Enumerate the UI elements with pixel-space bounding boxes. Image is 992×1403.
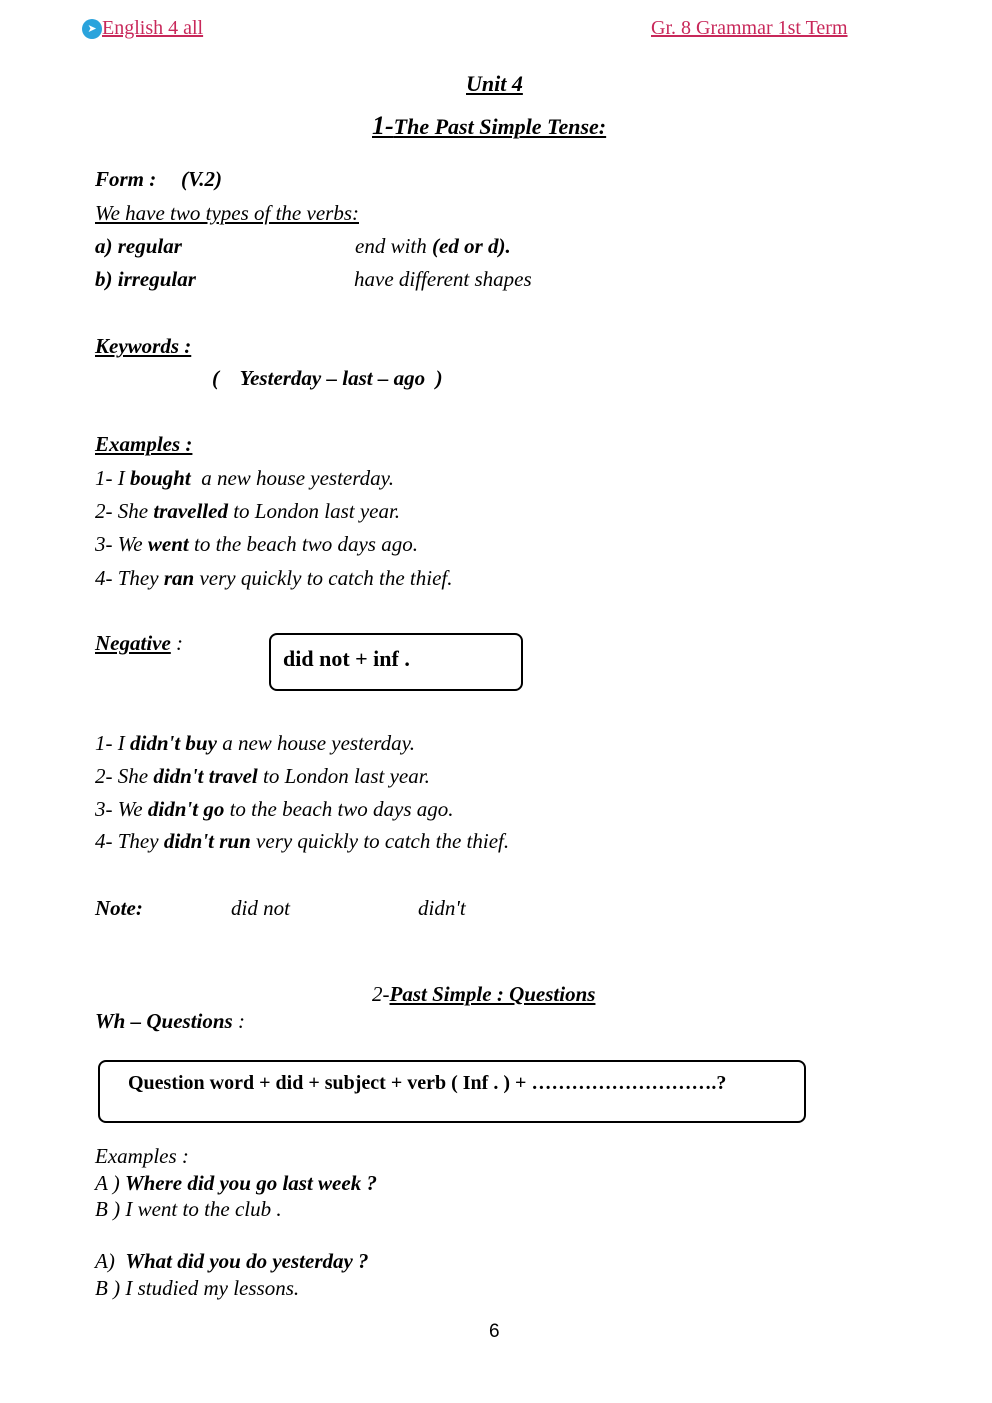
note-full: did not — [231, 896, 290, 920]
negative-example-item — [95, 764, 430, 789]
example-post: very quickly to catch the thief. — [194, 566, 453, 590]
negative-formula-box — [269, 633, 523, 691]
note-short: didn't — [418, 896, 466, 920]
example-pre: B ) — [95, 1197, 126, 1221]
form-value: (V.2) — [181, 167, 223, 191]
example-verb: went — [147, 532, 189, 556]
keywords-label: Keywords : — [95, 334, 192, 358]
desc-text: end with — [355, 234, 432, 258]
header-left-link[interactable] — [82, 17, 203, 40]
desc-bold: (ed or d). — [432, 234, 511, 258]
header-left-text[interactable]: English 4 all — [102, 17, 204, 39]
section2-number: 2- — [372, 982, 390, 1006]
form-label: Form : — [95, 167, 157, 191]
section1-number: 1- — [372, 111, 394, 140]
example-pre: 3- We — [95, 532, 148, 556]
answer-example — [95, 1276, 299, 1301]
answer-example — [95, 1197, 282, 1222]
type-irregular-desc: have different shapes — [354, 267, 532, 291]
negative-example-item — [95, 829, 509, 854]
wh-colon: : — [232, 1009, 245, 1033]
negative-colon: : — [170, 631, 184, 655]
example-pre: 1- I — [95, 466, 130, 490]
example-pre: A ) — [95, 1171, 125, 1195]
example-verb: didn't travel — [153, 764, 258, 788]
negative-example-item — [95, 797, 454, 822]
example-verb: travelled — [153, 499, 228, 523]
example-post: to London last year. — [257, 764, 430, 788]
example-post: a new house yesterday. — [216, 731, 416, 755]
example-pre: 2- She — [95, 499, 154, 523]
example-item — [95, 566, 453, 591]
negative-example-item — [95, 731, 415, 756]
example-pre: 4- They — [95, 829, 164, 853]
example-pre: 3- We — [95, 797, 148, 821]
example-verb: didn't buy — [130, 731, 217, 755]
example-answer: I studied my lessons. — [125, 1276, 300, 1300]
example-post: a new house yesterday. — [190, 466, 395, 490]
note-label: Note: — [95, 896, 143, 920]
example-item — [95, 466, 394, 491]
type-irregular: b) irregular — [95, 267, 196, 291]
section1-title-text: The Past Simple Tense: — [393, 114, 607, 139]
type-regular-desc — [355, 234, 511, 259]
negative-label-text: Negative — [95, 631, 171, 655]
example-question: Where did you go last week ? — [124, 1171, 377, 1195]
header-right-link[interactable]: Gr. 8 Grammar 1st Term — [651, 17, 848, 39]
section2-title — [372, 982, 595, 1007]
negative-formula: did not + inf . — [283, 646, 410, 671]
example-pre: 1- I — [95, 731, 130, 755]
example-verb: bought — [130, 466, 191, 490]
types-heading: We have two types of the verbs: — [95, 201, 359, 225]
example-post: very quickly to catch the thief. — [250, 829, 510, 853]
example-verb: didn't run — [163, 829, 251, 853]
question-example — [95, 1171, 377, 1196]
wh-label-text: Wh – Questions — [95, 1009, 233, 1033]
example-post: to the beach two days ago. — [224, 797, 454, 821]
example-pre: B ) — [95, 1276, 126, 1300]
example-question: What did you do yesterday ? — [125, 1249, 369, 1273]
page-number: 6 — [489, 1321, 500, 1342]
example-item — [95, 499, 400, 524]
keywords-value: ( Yesterday – last – ago ) — [212, 366, 443, 390]
telegram-icon: ➤ — [82, 19, 102, 39]
example-post: to London last year. — [227, 499, 401, 523]
example-answer: I went to the club . — [125, 1197, 282, 1221]
example-verb: didn't go — [147, 797, 225, 821]
unit-title: Unit 4 — [466, 71, 523, 96]
type-regular: a) regular — [95, 234, 182, 258]
example-verb: ran — [163, 566, 195, 590]
section1-title — [372, 111, 606, 141]
question-formula-box — [98, 1060, 806, 1123]
example-pre: A) — [95, 1249, 126, 1273]
example-pre: 2- She — [95, 764, 154, 788]
question-example — [95, 1249, 369, 1274]
question-examples-label: Examples : — [95, 1144, 189, 1168]
example-post: to the beach two days ago. — [188, 532, 418, 556]
examples-label: Examples : — [95, 432, 193, 456]
wh-label — [95, 1009, 245, 1034]
section2-title-text: Past Simple : Questions — [389, 982, 596, 1006]
negative-label — [95, 631, 183, 656]
example-pre: 4- They — [95, 566, 164, 590]
example-item — [95, 532, 418, 557]
question-formula: Question word + did + subject + verb ( Inf . ) + ……………………….? — [128, 1072, 727, 1094]
